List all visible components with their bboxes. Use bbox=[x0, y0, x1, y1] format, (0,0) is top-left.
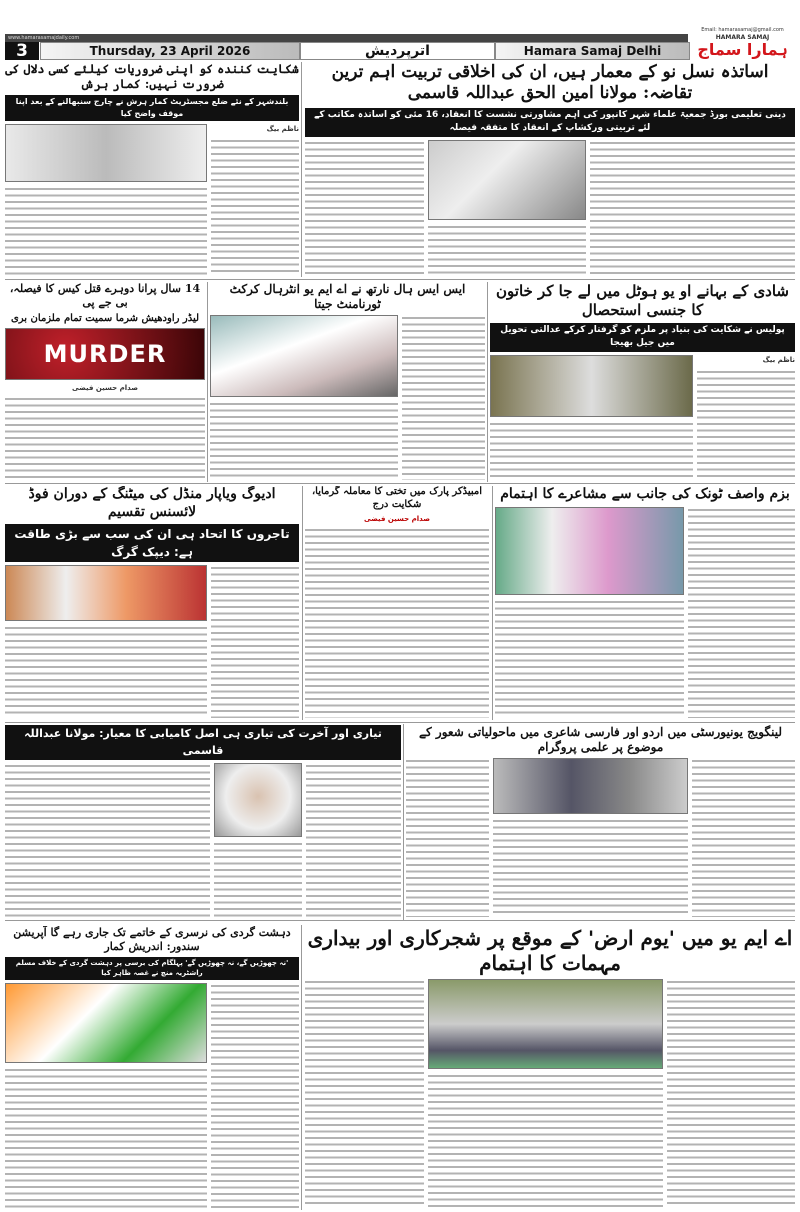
article-body bbox=[493, 818, 688, 917]
logo bbox=[690, 27, 795, 61]
article-body bbox=[211, 983, 299, 1209]
article bbox=[490, 282, 795, 480]
plantation-photo bbox=[428, 979, 663, 1069]
article-body-area bbox=[406, 758, 795, 917]
headline: ادیوگ ویاپار منڈل کی میٹنگ کے دوران فوڈ لائسنس تقسیم bbox=[28, 486, 276, 520]
byline: ناظم بیگ bbox=[266, 125, 299, 133]
article bbox=[5, 282, 205, 480]
article-body bbox=[5, 763, 210, 917]
article-body bbox=[697, 369, 795, 481]
divider bbox=[301, 925, 302, 1210]
divider bbox=[301, 62, 302, 277]
article bbox=[5, 62, 299, 275]
article-body bbox=[5, 625, 207, 718]
article-body bbox=[590, 140, 795, 276]
date: Thursday, 23 April 2026 bbox=[40, 42, 300, 60]
article-body bbox=[305, 979, 424, 1208]
website: www.hamarasamajdaily.com bbox=[8, 35, 80, 41]
article-body-area bbox=[305, 979, 795, 1208]
headline: دہشت گردی کی نرسری کے خاتمے تک جاری رہے گا آپریشن سندور: اندریش کمار bbox=[13, 926, 291, 953]
article bbox=[210, 282, 485, 480]
cricket-team-photo bbox=[210, 315, 398, 397]
article-body bbox=[406, 758, 489, 917]
byline: ناظم بیگ bbox=[762, 355, 795, 364]
section-title: اترپردیش bbox=[300, 42, 495, 60]
headline-line-2: لیڈر راودھیش شرما سمیت تمام ملزمان بری bbox=[10, 312, 200, 324]
article-body bbox=[490, 421, 693, 481]
divider bbox=[5, 920, 795, 921]
meeting-photo bbox=[5, 565, 207, 621]
subheadline: دینی تعلیمی بورڈ جمعیۃ علماء شہر کانپور کی اہم مشاورتی نشست کا انعقاد، 16 مئی کو اساتذہ مکاتب کے لئے تربیتی ورکشاپ کے انعقاد کا متفقہ فیصلہ bbox=[305, 108, 795, 137]
headline: امبیڈکر پارک میں تختی کا معاملہ گرمایا، شکایت درج bbox=[311, 486, 483, 510]
article bbox=[305, 486, 489, 718]
headline: تیاری اور آخرت کی تیاری ہی اصل کامیابی کا معیار: مولانا عبداللہ قاسمی bbox=[5, 725, 401, 760]
top-strip bbox=[5, 34, 688, 42]
page-number: 3 bbox=[5, 42, 39, 60]
byline: صدام حسین فیضی bbox=[364, 515, 430, 523]
article-body bbox=[667, 979, 795, 1208]
portrait-photo bbox=[214, 763, 302, 837]
article-body bbox=[428, 224, 586, 276]
article-body-area bbox=[490, 355, 795, 481]
subheadline: بلندشہر کے نئے ضلع مجسٹریٹ کمار ہرش نے چارج سنبھالنے کے بعد اپنا موقف واضح کیا bbox=[5, 95, 299, 121]
article bbox=[305, 926, 795, 1208]
headline: 14 سال پرانا دوہرے قتل کیس کا فیصلہ، بی جے پی bbox=[9, 282, 201, 309]
article-body bbox=[214, 841, 302, 917]
article-body-area bbox=[5, 124, 299, 275]
article bbox=[406, 725, 795, 917]
article-body bbox=[211, 565, 299, 718]
article-body bbox=[210, 401, 398, 480]
dm-photo bbox=[5, 124, 207, 182]
headline: ایس ایس ہال نارتھ نے اے ایم یو انٹرہال کرکٹ ٹورنامنٹ جیتا bbox=[229, 282, 466, 311]
article-body-area bbox=[5, 565, 299, 718]
article bbox=[5, 926, 299, 1208]
article-body bbox=[5, 396, 205, 480]
article-body-area bbox=[305, 140, 795, 276]
subheadline: 'نہ چھوڑیں گے، نہ چھوڑیں گے' پہلگام کی برسی پر دہشت گردی کے خلاف مسلم راشٹریہ منچ نے غصہ ظاہر کیا bbox=[5, 957, 299, 980]
divider bbox=[207, 282, 208, 482]
police-photo bbox=[490, 355, 693, 417]
article-body bbox=[495, 599, 684, 719]
article-body bbox=[211, 138, 299, 275]
headline: اساتذہ نسل نو کے معمار ہیں، ان کی اخلاقی تربیت اہم ترین تقاضہ: مولانا امین الحق عبداللہ قاسمی bbox=[331, 62, 769, 104]
article bbox=[5, 486, 299, 718]
article-body-area bbox=[5, 763, 401, 917]
email: Email: hamarasamaj@gmail.com bbox=[701, 27, 784, 33]
article bbox=[495, 486, 795, 718]
article-body bbox=[306, 763, 401, 917]
article-body bbox=[688, 507, 795, 719]
divider bbox=[302, 486, 303, 720]
meeting-photo bbox=[428, 140, 586, 220]
mushaira-photo bbox=[495, 507, 684, 595]
byline: صدام حسین فیضی bbox=[72, 384, 138, 392]
article-body bbox=[402, 315, 485, 480]
article-body bbox=[5, 186, 207, 275]
logo-urdu: ہمارا سماج bbox=[697, 40, 788, 59]
divider bbox=[5, 722, 795, 723]
article-body-area bbox=[5, 396, 205, 480]
headline: اے ایم یو میں 'یوم ارض' کے موقع پر شجرکاری اور بیداری مہمات کا اہتمام bbox=[307, 926, 793, 975]
divider bbox=[403, 724, 404, 920]
divider bbox=[492, 486, 493, 720]
divider bbox=[487, 282, 488, 482]
article-body bbox=[305, 527, 489, 718]
seminar-photo bbox=[493, 758, 688, 814]
article-body bbox=[305, 140, 424, 276]
article-body bbox=[692, 758, 795, 917]
rally-photo bbox=[5, 983, 207, 1063]
divider bbox=[5, 279, 795, 280]
edition: Hamara Samaj Delhi bbox=[495, 42, 690, 60]
headline: شکایت کنندہ کو اپنی ضروریات کیلئے کسی دلال کی ضرورت نہیں: کمار ہرش bbox=[5, 62, 299, 91]
article-body bbox=[5, 1067, 207, 1209]
article-body-area bbox=[5, 983, 299, 1209]
headline: لینگویج یونیورسٹی میں اردو اور فارسی شاعری میں ماحولیاتی شعور کے موضوع پر علمی پروگرام bbox=[418, 725, 782, 754]
subheadline: تاجروں کا اتحاد ہی ان کی سب سے بڑی طاقت ہے: دیپک گرگ bbox=[5, 524, 299, 562]
murder-graphic: MURDER bbox=[5, 328, 205, 380]
subheadline: پولیس نے شکایت کی بنیاد پر ملزم کو گرفتار کرکے عدالتی تحویل میں جیل بھیجا bbox=[490, 323, 795, 352]
article bbox=[305, 62, 795, 275]
article-body-area bbox=[210, 315, 485, 480]
article-body-area bbox=[495, 507, 795, 719]
logo-english: HAMARA SAMAJ bbox=[715, 34, 770, 41]
article-body-area bbox=[305, 527, 489, 718]
headline: شادی کے بہانے او یو ہوٹل میں لے جا کر خاتون کا جنسی استحصال bbox=[496, 282, 789, 319]
article-body bbox=[428, 1073, 663, 1208]
divider bbox=[5, 483, 795, 484]
headline: بزم واصف ٹونک کی جانب سے مشاعرے کا اہتمام bbox=[500, 486, 790, 502]
article bbox=[5, 725, 401, 917]
